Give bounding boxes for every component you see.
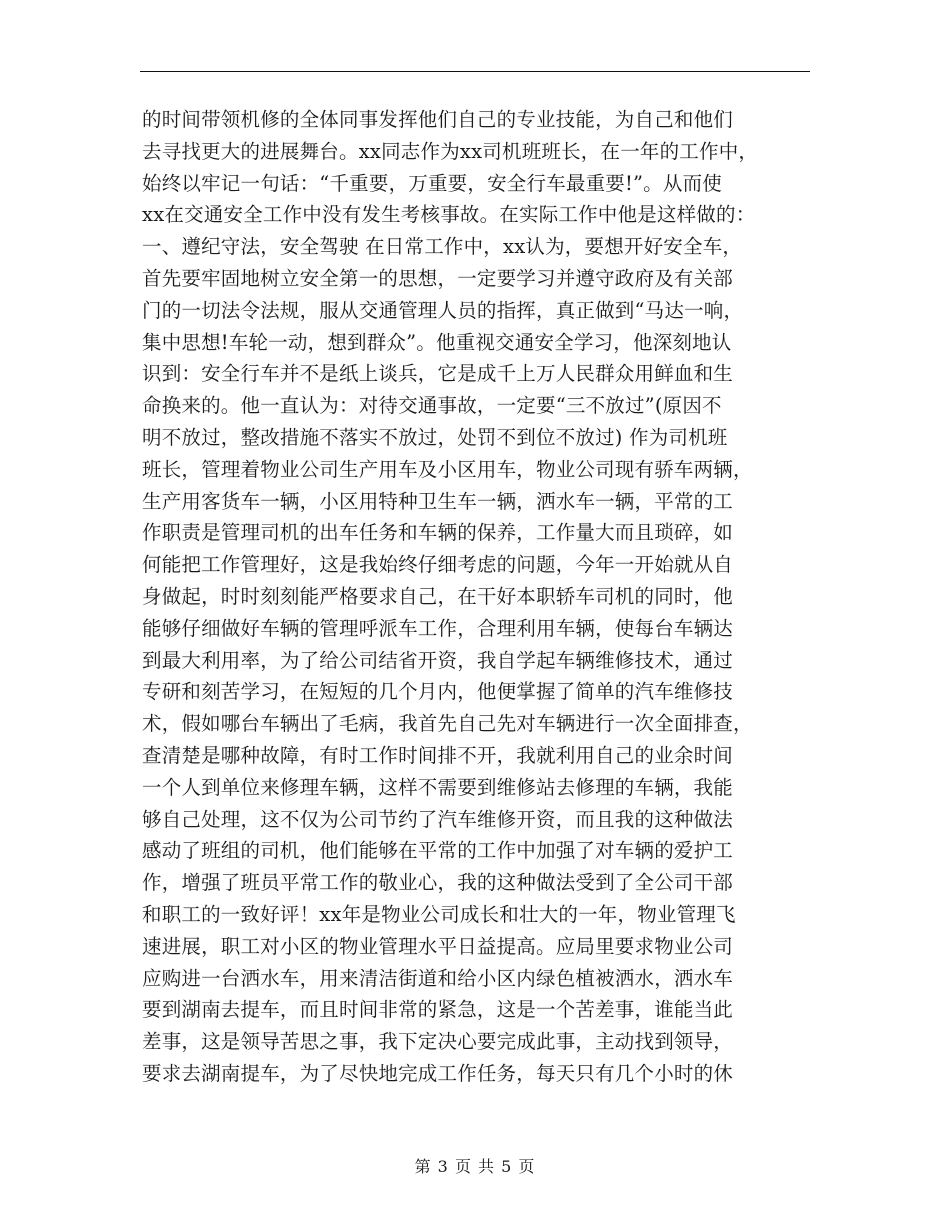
text-line: 查清楚是哪种故障，有时工作时间排不开，我就利用自己的业余时间 xyxy=(142,743,734,767)
text-line: 要求去湖南提车，为了尽快地完成工作任务，每天只有几个小时的休 xyxy=(142,1061,734,1085)
text-line: 作，增强了班员平常工作的敬业心，我的这种做法受到了全公司干部 xyxy=(142,871,734,895)
text-line: 命换来的。他一直认为：对待交通事故，一定要“三不放过”(原因不 xyxy=(142,394,722,418)
text-line: 能够仔细做好车辆的管理呼派车工作，合理利用车辆，使每台车辆达 xyxy=(142,616,734,640)
header-rule xyxy=(140,71,810,72)
text-line: 够自己处理，这不仅为公司节约了汽车维修开资，而且我的这种做法 xyxy=(142,807,734,831)
text-line: 要到湖南去提车，而且时间非常的紧急，这是一个苦差事，谁能当此 xyxy=(142,998,734,1022)
text-line: 明不放过，整改措施不落实不放过，处罚不到位不放过) 作为司机班 xyxy=(142,425,728,449)
page-footer: 第 3 页 共 5 页 xyxy=(414,1157,536,1176)
text-line: 生产用客货车一辆，小区用特种卫生车一辆，洒水车一辆，平常的工 xyxy=(142,489,734,513)
text-line: 何能把工作管理好，这是我始终仔细考虑的问题，今年一开始就从自 xyxy=(142,553,734,577)
text-line: 到最大利用率，为了给公司结省开资，我自学起车辆维修技术，通过 xyxy=(142,648,734,672)
text-line: 应购进一台洒水车，用来清洁街道和给小区内绿色植被洒水，洒水车 xyxy=(142,966,734,990)
text-line: 感动了班组的司机，他们能够在平常的工作中加强了对车辆的爱护工 xyxy=(142,839,734,863)
text-line: 始终以牢记一句话：“千重要，万重要，安全行车最重要!”。从而使 xyxy=(142,171,722,195)
text-line: 的时间带领机修的全体同事发挥他们自己的专业技能，为自己和他们 xyxy=(142,108,734,131)
text-line: 速进展，职工对小区的物业管理水平日益提高。应局里要求物业公司 xyxy=(142,934,734,958)
text-line: 去寻找更大的进展舞台。xx同志作为xx司机班班长，在一年的工作中， xyxy=(142,139,759,163)
text-line: 一、遵纪守法，安全驾驶 在日常工作中，xx认为，要想开好安全车， xyxy=(142,235,743,259)
text-line: 门的一切法令法规，服从交通管理人员的指挥，真正做到“马达一响， xyxy=(142,298,744,322)
text-line: 作职责是管理司机的出车任务和车辆的保养，工作量大而且琐碎，如 xyxy=(142,521,734,545)
text-line: 专研和刻苦学习，在短短的几个月内，他便掌握了简单的汽车维修技 xyxy=(142,680,734,704)
text-line: 差事，这是领导苦思之事，我下定决心要完成此事，主动找到领导， xyxy=(142,1030,734,1054)
text-line: 识到：安全行车并不是纸上谈兵，它是成千上万人民群众用鲜血和生 xyxy=(142,362,734,386)
text-line: 一个人到单位来修理车辆，这样不需要到维修站去修理的车辆，我能 xyxy=(142,775,734,799)
text-line: 集中思想!车轮一动，想到群众”。他重视交通安全学习，他深刻地认 xyxy=(142,330,732,354)
text-line: 术，假如哪台车辆出了毛病，我首先自己先对车辆进行一次全面排查， xyxy=(142,712,753,736)
text-line: xx在交通安全工作中没有发生考核事故。在实际工作中他是这样做的： xyxy=(142,203,756,227)
text-line: 和职工的一致好评！xx年是物业公司成长和壮大的一年，物业管理飞 xyxy=(142,902,736,926)
text-line: 身做起，时时刻刻能严格要求自己，在干好本职轿车司机的同时，他 xyxy=(142,584,734,608)
text-line: 首先要牢固地树立安全第一的思想，一定要学习并遵守政府及有关部 xyxy=(142,266,734,290)
body-text xyxy=(142,104,822,1090)
text-line: 班长，管理着物业公司生产用车及小区用车，物业公司现有骄车两辆， xyxy=(142,457,753,481)
